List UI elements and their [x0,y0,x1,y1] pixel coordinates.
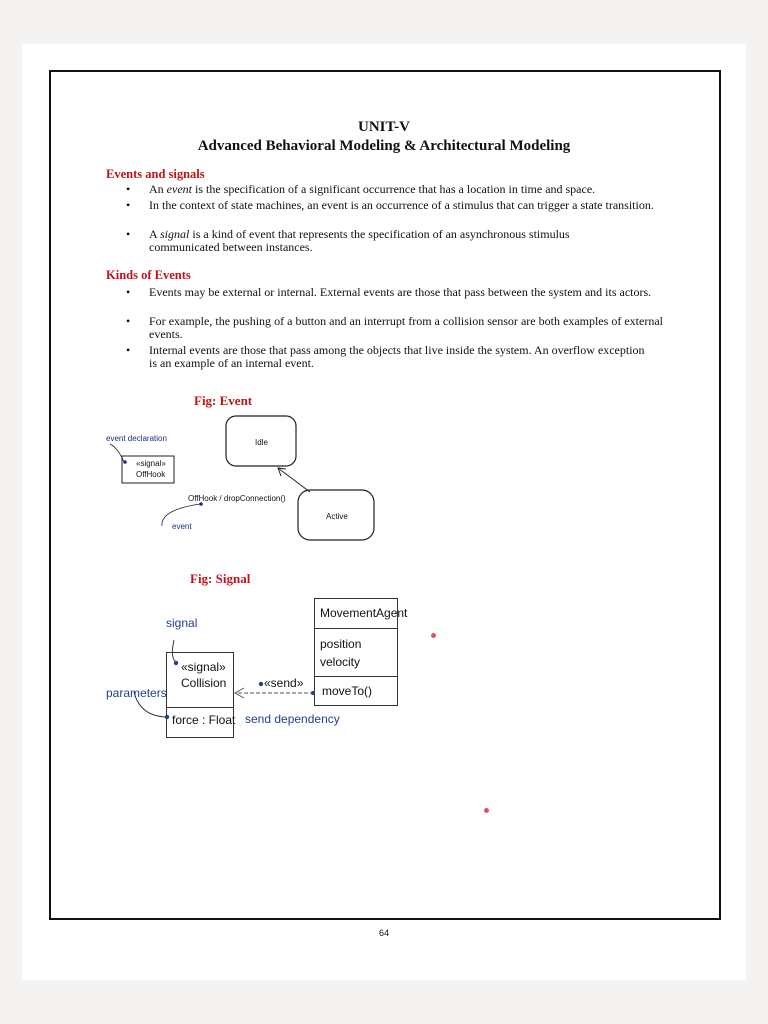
collision-name: Collision [181,676,227,690]
parameters-callout-label: parameters [106,686,167,700]
bullet-marker: • [126,227,131,241]
bullet-marker: • [126,182,131,196]
bullet-text: Internal events are those that pass among the objects that live inside the system. An overflow exception is an example of an internal event. [149,343,645,370]
send-dependency-label: send dependency [245,712,340,726]
section-heading-kinds-of-events: Kinds of Events [106,268,191,282]
document-title: Advanced Behavioral Modeling & Architectural Modeling [197,138,571,154]
bullet-marker: • [126,343,131,357]
event-declaration-label: event declaration [106,434,167,443]
bullet-text: In the context of state machines, an event is an occurrence of a stimulus that can trigger a state transition. [149,198,654,212]
bullet-text: Events may be external or internal. External events are those that pass between the system and its actors. [149,285,652,299]
annotation-dot [431,633,436,638]
signal-name: OffHook [136,470,166,479]
class-attribute-position: position [320,637,362,651]
transition-label: OffHook / dropConnection() [188,494,286,503]
unit-heading: UNIT-V [358,119,410,135]
bullet-marker: • [126,285,131,299]
collision-attribute: force : Float [172,713,236,727]
signal-stereotype: «signal» [136,459,166,468]
section-heading-events-signals: Events and signals [106,167,205,181]
event-label: event [172,522,192,531]
transition-arrow [278,468,310,492]
class-operation: moveTo() [322,684,373,698]
bullet-text: For example, the pushing of a button and an interrupt from a collision sensor are both examples of external events. [149,314,663,341]
annotation-dot [484,808,489,813]
state-active-label: Active [326,512,348,521]
send-stereotype: «send» [264,676,304,690]
signal-callout-label: signal [166,616,198,630]
event-diagram [100,410,390,550]
page-number: 64 [378,928,389,938]
bullet-text: An event is the specification of a significant occurrence that has a location in time and space. [149,182,596,196]
collision-stereotype: «signal» [181,660,226,674]
bullet-marker: • [126,198,131,212]
state-idle-label: Idle [255,438,268,447]
bullet-marker: • [126,314,131,328]
fig-signal-caption: Fig: Signal [190,571,251,586]
class-name: MovementAgent [320,606,408,620]
fig-event-caption: Fig: Event [194,393,253,408]
class-attribute-velocity: velocity [320,655,361,669]
bullet-text: A signal is a kind of event that represents the specification of an asynchronous stimulus communicated between instances. [149,227,570,254]
